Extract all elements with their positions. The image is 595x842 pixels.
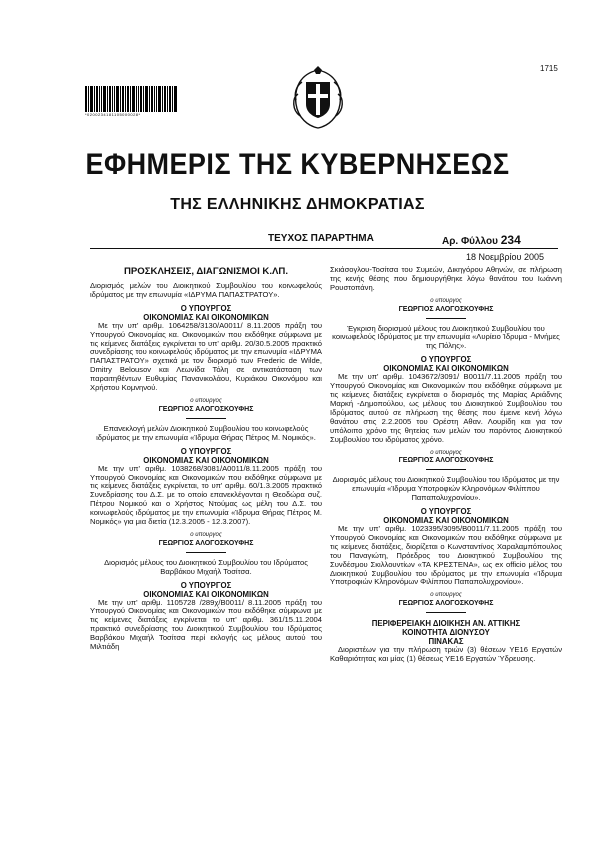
separator: [426, 612, 466, 613]
separator: [426, 469, 466, 470]
gazette-title: ΕΦΗΜΕΡΙΣ ΤΗΣ ΚΥΒΕΡΝΗΣΕΩΣ: [85, 148, 510, 181]
barcode-number: *0200234181105000028*: [85, 112, 141, 117]
notice-body: Με την υπ' αριθμ. 1023395/3095/Β0011/7.11.2005 πράξη του Υπουργού Οικονομίας και Οικονομικών που εκδόθηκε σύμφωνα με τις κείμενες διατάξεις, διορίζεται ο Κωνσταντίνος Χαραλαμπόπουλος του Παναγιώτη, Πρόεδρος του Διοικητικού Συμβουλίου της Συνδέσμου Σκιλλουντίων «ΤΑ ΚΡΕΣΤΕΝΑ», ως ex officio μέλος του Διοικητικού Συμβουλίου του ιδρύματος με την επωνυμία «Ίδρυμα Υποτροφιών Κληρονόμων Φιλίππου Παπαπολυχρονίου».: [330, 524, 562, 587]
notice-title: Επανεκλογή μελών Διοικητικού Συμβουλίου του κοινωφελούς ιδρύματος με την επωνυμία «Ίδρυμα Θήρας Πέτρος Μ. Νομικός».: [96, 423, 316, 442]
ministry-heading: ΟΙΚΟΝΟΜΙΑΣ ΚΑΙ ΟΙΚΟΝΟΜΙΚΩΝ: [143, 312, 269, 322]
ministry-heading: ΟΙΚΟΝΟΜΙΑΣ ΚΑΙ ΟΙΚΟΝΟΜΙΚΩΝ: [383, 364, 509, 374]
greek-coat-of-arms-emblem: [284, 64, 352, 132]
ministry-heading: ΟΙΚΟΝΟΜΙΑΣ ΚΑΙ ΟΙΚΟΝΟΜΙΚΩΝ: [383, 516, 509, 526]
table-heading: ΠΙΝΑΚΑΣ: [428, 637, 464, 647]
signer-role: ο υπουργος: [190, 531, 222, 538]
notice-body-continued: Σκιάσογλου-Τοσίτσα του Συμεών, Δικηγόρου Αθηνών, σε πλήρωση της κενής θέσης που δημιουργήθηκε λόγω θανάτου του Ιωάννη Ρουστοπάνη.: [330, 265, 562, 292]
header-rule: [90, 248, 558, 249]
signer-role: ο υπουργος: [430, 592, 462, 599]
barcode: [85, 86, 177, 112]
notice-title: Διορισμός μέλους του Διοικητικού Συμβουλίου του Ιδρύματος με την επωνυμία «Ίδρυμα Υποτροφιών Κληρονόμων Φιλίππου Παπαπολυχρονίου».: [332, 475, 560, 503]
sheet-number-label: [442, 233, 521, 247]
ministry-heading: Ο ΥΠΟΥΡΓΟΣ: [420, 355, 472, 365]
issue-date: 18 Νοεμβρίου 2005: [466, 252, 544, 262]
signer-name: ΓΕΩΡΓΙΟΣ ΑΛΟΓΟΣΚΟΥΦΗΣ: [158, 405, 254, 413]
sheet-label: Αρ. Φύλλου: [442, 236, 498, 247]
notice-title: Διορισμός μέλους του Διοικητικού Συμβουλίου του Ιδρύματος Βαρβάκου Μιχαήλ Τοσίτσα.: [104, 557, 308, 576]
notice-title: Έγκριση διορισμού μέλους του Διοικητικού Συμβουλίου του κοινωφελούς Ιδρύματος με την επωνυμία «Λυρίειο Ίδρυμα - Μνήμες της Πόλης».: [332, 323, 560, 351]
signer-role: ο υπουργος: [430, 449, 462, 456]
signer-name: ΓΕΩΡΓΙΟΣ ΑΛΟΓΟΣΚΟΥΦΗΣ: [158, 539, 254, 547]
signer-role: ο υπουργος: [190, 397, 222, 404]
notice-body: Με την υπ' αριθμ. 1043672/3091/ Β0011/7.11.2005 πράξη του Υπουργού Οικονομίας και Οικονομικών που εκδόθηκε σύμφωνα με τις κείμενες διατάξεις εγκρίνεται ο διορισμός της Μαρίας Αριάδνης Μαρκή -Δημοπούλου, ως μέλους του Διοικητικού Συμβουλίου του Ιδρύματος αυτού σε πλήρωση της θέσης που έμεινε κενή λόγω θανάτου στις 2.2.2005 του Ορέστη Αθαν. Λουρίδη και για τον υπόλοιπο χρόνο της θητείας των μελών του παρόντος Διοικητικού Συμβουλίου του ιδρύματος χρόνο.: [330, 372, 562, 444]
signer-name: ΓΕΩΡΓΙΟΣ ΑΛΟΓΟΣΚΟΥΦΗΣ: [398, 457, 494, 465]
section-heading: ΠΡΟΣΚΛΗΣΕΙΣ, ΔΙΑΓΩΝΙΣΜΟΙ Κ.ΛΠ.: [123, 266, 289, 277]
notice-body: Με την υπ' αριθμ. 1064258/3130/Α0011/ 8.11.2005 πράξη του Υπουργού Οικονομίας κα. Οικονομικών που εκδόθηκε σύμφωνα με τις κείμενες διατάξεις εγκρίνεται το υπ' αριθμ. 20/30.5.2005 πρακτικό συνεδρίασης του κοινωφελούς ιδρύματος με την επωνυμία «ΙΔΡΥΜΑ ΠΑΠΑΣΤΡΑΤΟΥ» σχετικά με τον διορισμό των Frederic de Wilde, Dmitry Belousov και Λεωνίδα Τόλη σε αντικατάσταση των παραιτηθέντων Ευθυμίας Πανανικολάου, Κυριάκου Οικονόμου και Χρήστου Κομνηνού.: [90, 320, 322, 393]
notice-body: Με την υπ' αριθμ. 1105728 /289χ/Β0011/ 8.11.2005 πράξη του Υπουργού Οικονομίας και Οικονομικών που εκδόθηκε σύμφωνα με τις κείμενες διατάξεις εγκρίνεται το υπ' αριθμ. 361/15.11.2004 πρακτικό συνεδρίασης του Διοικητικού Συμβουλίου του Ιδρύματος Βαρβάκου Μιχαήλ Τοσίτσα περί εκλογής ως μέλους αυτού του Μιλτιάδη: [90, 597, 322, 652]
ministry-heading: ΟΙΚΟΝΟΜΙΑΣ ΚΑΙ ΟΙΚΟΝΟΜΙΚΩΝ: [143, 589, 269, 599]
issue-label: ΤΕΥΧΟΣ ΠΑΡΑΡΤΗΜΑ: [268, 233, 374, 244]
notice-title: Διορισμός μελών του Διοικητικού Συμβουλίου του κοινωφελούς ιδρύματος με την επωνυμία «ΙΔΡΥΜΑ ΠΑΠΑΣΤΡΑΤΟΥ».: [90, 280, 322, 299]
community-heading: ΚΟΙΝΟΤΗΤΑ ΔΙΟΝΥΣΟΥ: [402, 628, 490, 638]
ministry-heading: ΟΙΚΟΝΟΜΙΑΣ ΚΑΙ ΟΙΚΟΝΟΜΙΚΩΝ: [143, 455, 269, 465]
separator: [186, 418, 226, 419]
notice-body: Διοριστέων για την πλήρωση τριών (3) θέσεων ΥΕ16 Εργατών Καθαριότητας και μίας (1) θέσεως ΥΕ16 Εργατών Ύδρευσης.: [330, 645, 562, 664]
ministry-heading: Ο ΥΠΟΥΡΓΟΣ: [420, 507, 472, 517]
ministry-heading: Ο ΥΠΟΥΡΓΟΣ: [180, 580, 232, 590]
separator: [426, 318, 466, 319]
sheet-number: 234: [500, 233, 521, 247]
signer-role: ο υπουργος: [430, 297, 462, 304]
ministry-heading: Ο ΥΠΟΥΡΓΟΣ: [180, 446, 232, 456]
left-column: [90, 268, 322, 656]
right-column: [330, 266, 562, 668]
ministry-heading: Ο ΥΠΟΥΡΓΟΣ: [180, 303, 232, 313]
signer-name: ΓΕΩΡΓΙΟΣ ΑΛΟΓΟΣΚΟΥΦΗΣ: [398, 305, 494, 313]
page-number: 1715: [540, 64, 558, 73]
region-heading: ΠΕΡΙΦΕΡΕΙΑΚΗ ΔΙΟΙΚΗΣΗ ΑΝ. ΑΤΤΙΚΗΣ: [371, 619, 521, 629]
signer-name: ΓΕΩΡΓΙΟΣ ΑΛΟΓΟΣΚΟΥΦΗΣ: [398, 600, 494, 608]
notice-body: Με την υπ' αριθμ. 1038268/3081/Α0011/8.11.2005 πράξη του Υπουργού Οικονομίας και Οικονομικών που εκδόθηκε σύμφωνα με τις κείμενες διατάξεις εγκρίνεται, το υπ' αριθμ. 60/1.3.2005 πρακτικό Συνεδρίασης του Δ.Σ. με το οποίο επανεκλέγονται η Θεοδώρα συζ. Πέτρου Νομικού και ο Χρήστος Ντούμας ως μέλη του Δ.Σ. του κοινωφελούς ιδρύματος με την επωνυμία «Ίδρυμα Θήρας Πέτρος Μ. Νομικός» για μια διετία (12.3.2005 - 12.3.2007).: [90, 463, 322, 527]
gazette-subtitle: ΤΗΣ ΕΛΛΗΝΙΚΗΣ ΔΗΜΟΚΡΑΤΙΑΣ: [170, 196, 425, 213]
separator: [186, 552, 226, 553]
